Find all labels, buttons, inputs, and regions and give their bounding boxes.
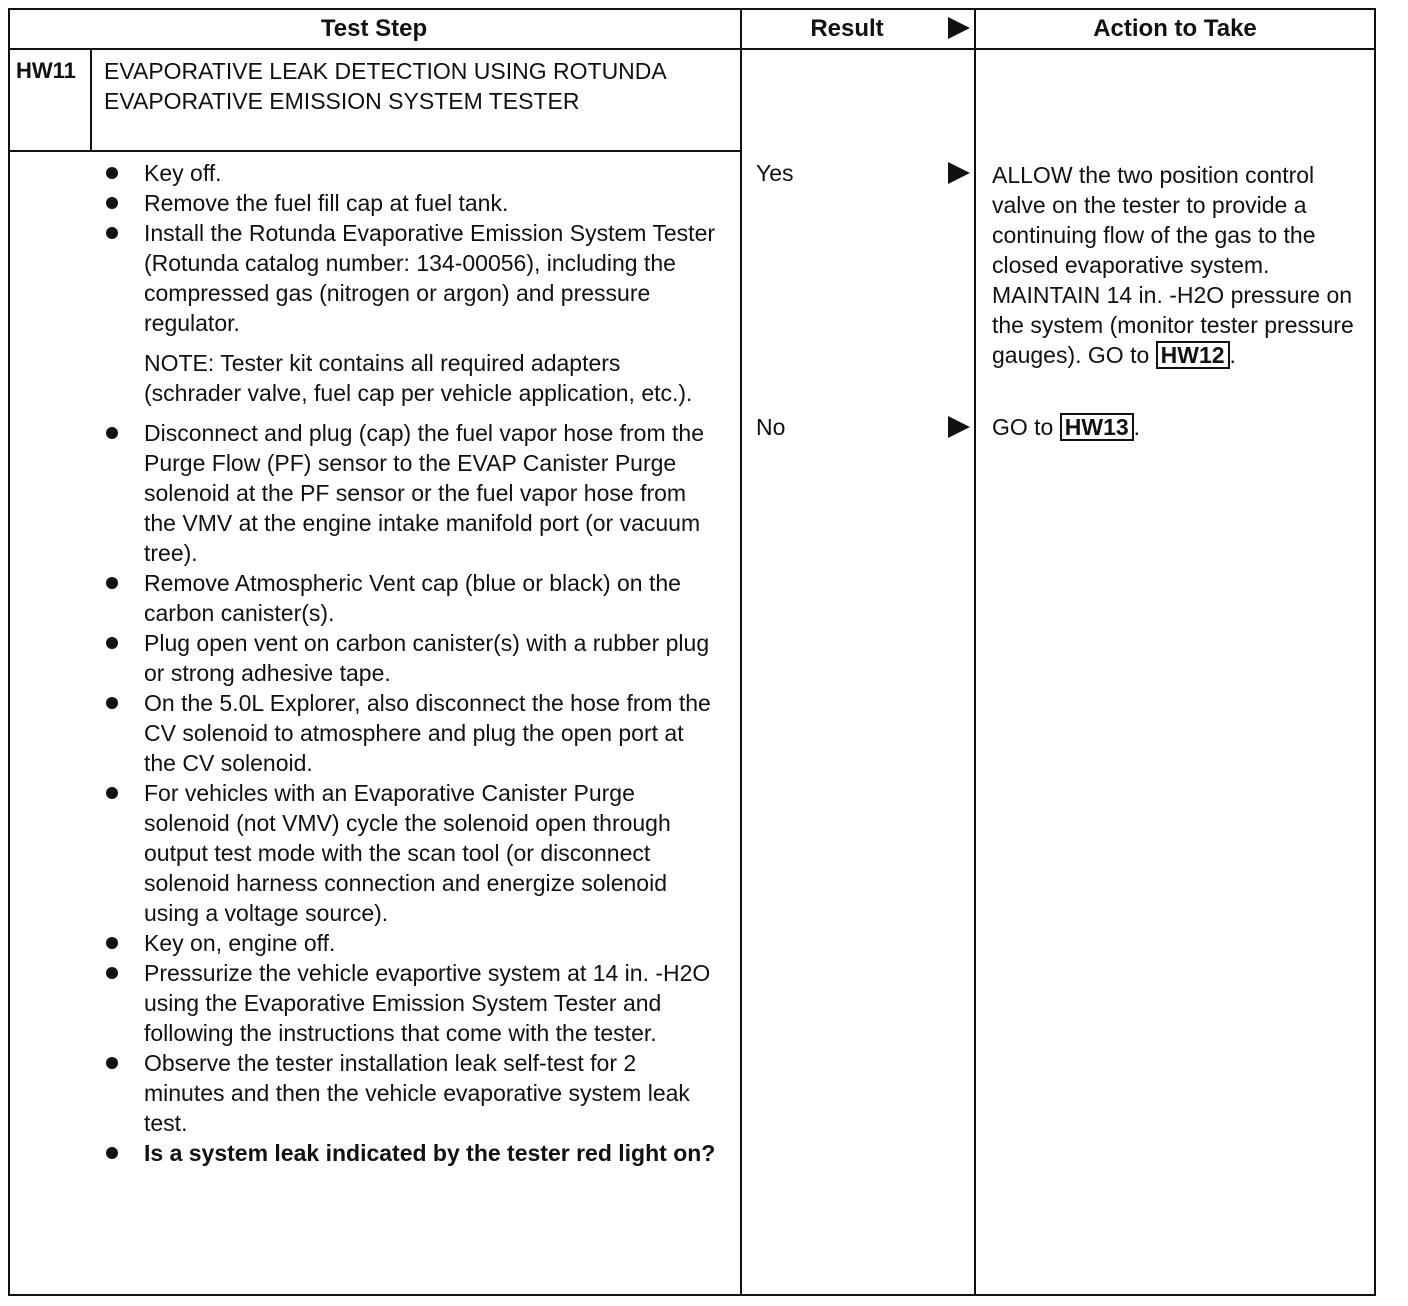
step-title: EVAPORATIVE LEAK DETECTION USING ROTUNDA EVAPORATIVE EMISSION SYSTEM TESTER <box>104 58 666 114</box>
header-divider <box>8 48 1376 50</box>
action-no <box>992 412 1368 442</box>
list-item: Observe the tester installation leak self-test for 2 minutes and then the vehicle evaporative system leak test. <box>104 1048 720 1138</box>
title-divider <box>8 150 742 152</box>
ref-hw12-link[interactable]: HW12 <box>1156 341 1230 369</box>
header-arrow-icon <box>948 17 970 39</box>
result-yes: Yes <box>756 160 794 186</box>
action-yes-text: ALLOW the two position control valve on the tester to provide a continuing flow of the gas to the closed evaporative system. MAINTAIN 14 in. -H2O pressure on the system (monitor tester pressure gauges). GO to <box>992 162 1354 368</box>
list-item: Plug open vent on carbon canister(s) with a rubber plug or strong adhesive tape. <box>104 628 720 688</box>
list-item: Remove Atmospheric Vent cap (blue or black) on the carbon canister(s). <box>104 568 720 628</box>
step-list-b <box>104 418 720 1168</box>
action-yes <box>992 160 1368 370</box>
step-question: Is a system leak indicated by the tester red light on? <box>104 1138 720 1168</box>
result-no: No <box>756 414 786 440</box>
action-yes-period: . <box>1229 342 1236 368</box>
list-item: Key on, engine off. <box>104 928 720 958</box>
result-yes-arrow-icon <box>948 162 970 184</box>
list-item: Install the Rotunda Evaporative Emission System Tester (Rotunda catalog number: 134-00056), including the compressed gas (nitrogen or argon) and pressure regulator. <box>104 218 720 338</box>
list-item: Remove the fuel fill cap at fuel tank. <box>104 188 720 218</box>
step-note: NOTE: Tester kit contains all required adapters (schrader valve, fuel cap per vehicle application, etc.). <box>144 350 693 406</box>
ref-hw13-link[interactable]: HW13 <box>1060 413 1134 441</box>
step-list-a <box>104 158 720 338</box>
list-item: Pressurize the vehicle evaportive system at 14 in. -H2O using the Evaporative Emission System Tester and following the instructions that come with the tester. <box>104 958 720 1048</box>
header-test-step: Test Step <box>320 15 428 42</box>
col-divider-step-id <box>90 48 92 152</box>
action-no-period: . <box>1133 414 1141 440</box>
action-no-text: GO to <box>992 414 1054 440</box>
list-item: On the 5.0L Explorer, also disconnect the hose from the CV solenoid to atmosphere and plug the open port at the CV solenoid. <box>104 688 720 778</box>
step-body <box>104 158 720 1168</box>
header-action: Action to Take <box>1093 15 1257 42</box>
header-result: Result <box>810 15 884 42</box>
col-divider-result <box>740 8 742 1296</box>
list-item: For vehicles with an Evaporative Canister Purge solenoid (not VMV) cycle the solenoid open through output test mode with the scan tool (or disconnect solenoid harness connection and energize solenoid using a voltage source). <box>104 778 720 928</box>
result-no-arrow-icon <box>948 416 970 438</box>
step-id: HW11 <box>16 58 76 83</box>
list-item: Disconnect and plug (cap) the fuel vapor hose from the Purge Flow (PF) sensor to the EVAP Canister Purge solenoid at the PF sensor or the fuel vapor hose from the VMV at the engine intake manifold port (or vacuum tree). <box>104 418 720 568</box>
list-item: Key off. <box>104 158 720 188</box>
col-divider-action <box>974 8 976 1296</box>
